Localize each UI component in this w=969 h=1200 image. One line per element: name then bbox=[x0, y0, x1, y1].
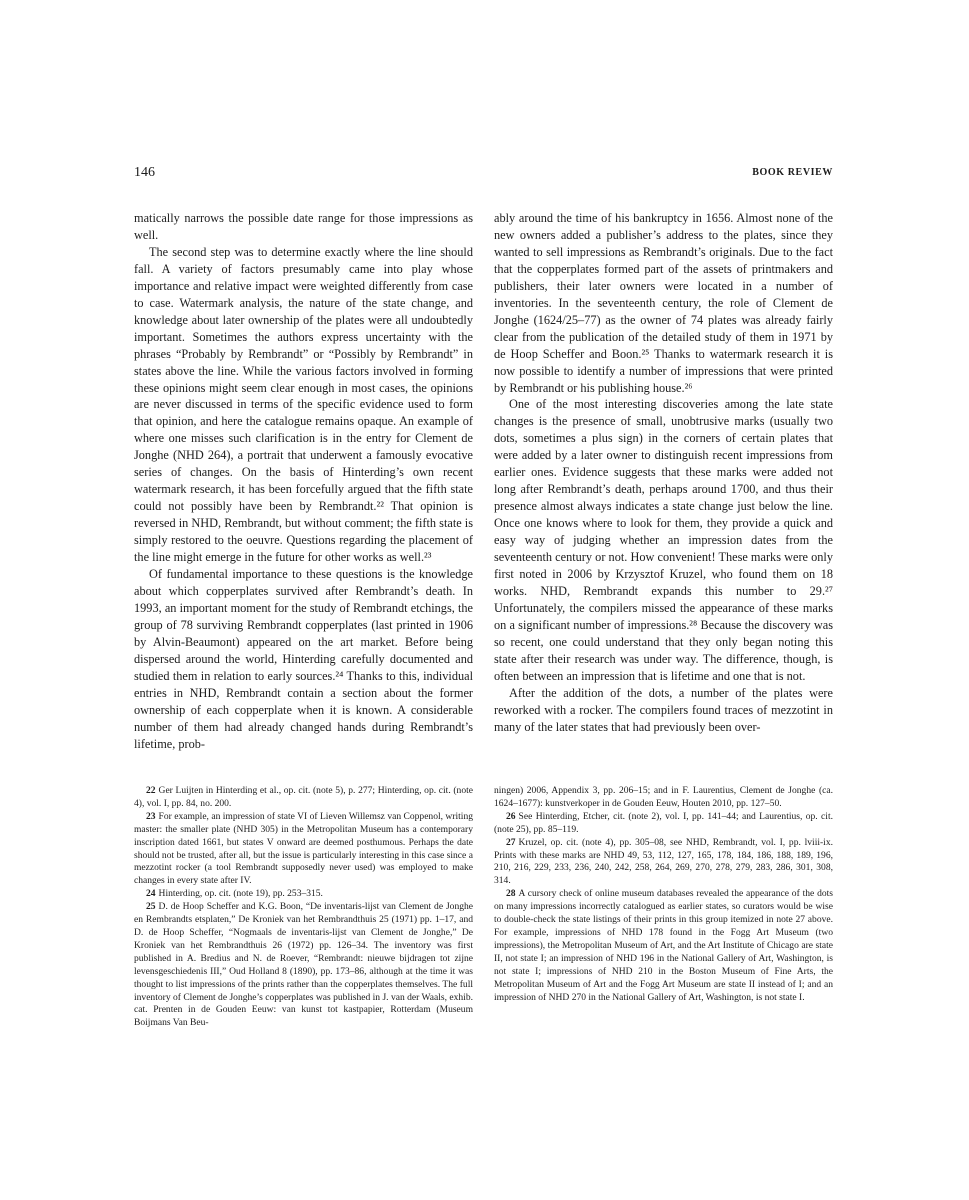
footnote-number: 23 bbox=[146, 810, 156, 822]
footnote bbox=[134, 888, 473, 901]
paragraph: ably around the time of his bankruptcy in 1656. Almost none of the new owners added a publisher’s address to the plates, since they wanted to sell impressions as Rembrandt’s originals. Due to the fact that the copperplates formed part of the assets of printmakers and publishers, their later owners were located in a number of inventories. In the seventeenth century, the role of Clement de Jonghe (1624/25–77) as the owner of 74 plates was already fairly clear from the publication of the detailed study of them in 1971 by de Hoop Scheffer and Boon.²⁵ Thanks to watermark research it is now possible to identify a number of impressions that were printed by Rembrandt or his publishing house.²⁶ bbox=[494, 211, 833, 395]
footnote-text: Hinterding, op. cit. (note 19), pp. 253–315. bbox=[158, 888, 323, 900]
footnote bbox=[494, 888, 833, 1004]
running-head: BOOK REVIEW bbox=[752, 167, 833, 178]
footnotes-left bbox=[134, 785, 473, 1030]
body-column-left bbox=[134, 210, 473, 753]
footnote-number: 22 bbox=[146, 785, 156, 796]
footnote-number: 28 bbox=[506, 888, 516, 900]
paragraph: After the addition of the dots, a number of the plates were reworked with a rocker. The compilers found traces of mezzotint in many of the later states that had previously been over- bbox=[494, 685, 833, 734]
body-column-right bbox=[494, 210, 833, 736]
paragraph: matically narrows the possible date range for those impressions as well. bbox=[134, 211, 473, 242]
footnote bbox=[134, 901, 473, 1030]
footnote-text: D. de Hoop Scheffer and K.G. Boon, “De inventaris-lijst van Clement de Jonghe en Rembrandts etsplaten,” De Kroniek van het Rembrandthuis 25 (1971) pp. 1–17, and D. de Hoop Scheffer, “Nogmaals de inventaris-lijst van Clement de Jonghe,” De Kroniek van het Rembrandthuis 26 (1972) pp. 126–34. The inventory was first published in A. Bredius and N. de Roever, “Rembrandt: nieuwe bijdragen tot zijne levensgeschiedenis III,” Oud Holland 8 (1890), pp. 173–86, although at the time it was thought to list impressions of the prints rather than the copperplates themselves. The full inventory of Clement de Jonghe’s copperplates was published in J. van der Waals, exhib. cat. Prenten in de Gouden Eeuw: van kunst tot kastpapier, Rotterdam (Museum Boijmans Van Beu- bbox=[134, 901, 473, 1029]
footnote-number: 25 bbox=[146, 901, 156, 913]
paragraph: The second step was to determine exactly where the line should fall. A variety of factors presumably came into play whose importance and relative impact were weighted differently from case to case. Watermark analysis, the nature of the state change, and knowledge about later ownership of the plates were all undoubtedly important. Sometimes the authors express uncertainty with the phrases “Probably by Rembrandt” or “Possibly by Rembrandt” in states above the line. While the various factors involved in forming these opinions might seem clear enough in most cases, the opinions are never discussed in terms of the specific evidence used to form that opinion, and here the catalogue remains opaque. An example of where one misses such clarification is in the entry for Clement de Jonghe (NHD 264), a portrait that underwent a famously evocative series of changes. On the basis of Hinterding’s own recent watermark research, it has been forcefully argued that the fifth state could not possibly have been by Rembrandt.²² That opinion is reversed in NHD, Rembrandt, but without comment; the fifth state is simply restored to the oeuvre. Questions regarding the placement of the line might emerge in the future for other works as well.²³ bbox=[134, 244, 473, 565]
footnote-text: A cursory check of online museum databases revealed the appearance of the dots on many impressions incorrectly catalogued as earlier states, so curators would be wise to double-check the state listings of their prints in this group itemized in note 27 above. For example, impressions of NHD 178 found in the Fogg Art Museum (two impressions), the Metropolitan Museum of Art, and the Art Institute of Chicago are state II, not state I; an impression of NHD 196 in the National Gallery of Art, Washington, is not state I; impressions of NHD 210 in the Boston Museum of Fine Arts, the Metropolitan Museum of Art and the Fogg Art Museum are state II instead of I; and an impression of NHD 270 in the National Gallery of Art, Washington, is not state I. bbox=[494, 888, 833, 1003]
footnote-text: ningen) 2006, Appendix 3, pp. 206–15; and in F. Laurentius, Clement de Jonghe (ca. 1624–1677): kunstverkoper in de Gouden Eeuw, Houten 2010, pp. 127–50. bbox=[494, 785, 833, 809]
footnotes-right bbox=[494, 785, 833, 1004]
footnote-number: 26 bbox=[506, 810, 516, 822]
page-number: 146 bbox=[134, 165, 155, 180]
footnote bbox=[134, 785, 473, 811]
paragraph: Of fundamental importance to these questions is the knowledge about which copperplates survived after Rembrandt’s death. In 1993, an important moment for the study of Rembrandt etchings, the group of 78 surviving Rembrandt copperplates (last printed in 1906 by Alvin-Beaumont) appeared on the art market. Before being dispersed around the world, Hinterding carefully documented and studied them in relation to early sources.²⁴ Thanks to this, individual entries in NHD, Rembrandt contain a section about the former ownership of each copperplate when it is known. A considerable number of them had already changed hands during Rembrandt’s lifetime, prob- bbox=[134, 567, 473, 751]
footnote-continued bbox=[494, 785, 833, 811]
footnote bbox=[134, 811, 473, 888]
footnote-text: Kruzel, op. cit. (note 4), pp. 305–08, see NHD, Rembrandt, vol. I, pp. lviii-ix. Prints with these marks are NHD 49, 53, 112, 127, 165, 178, 184, 186, 188, 189, 196, 210, 216, 229, 233, 236, 240, 242, 258, 264, 269, 270, 278, 279, 283, 286, 301, 308, 314. bbox=[494, 836, 833, 887]
footnote-text: Ger Luijten in Hinterding et al., op. cit. (note 5), p. 277; Hinterding, op. cit. (note 4), vol. I, pp. 84, no. 200. bbox=[134, 785, 473, 809]
footnote-number: 24 bbox=[146, 888, 156, 900]
footnote bbox=[494, 811, 833, 837]
footnote bbox=[494, 837, 833, 889]
footnote-text: For example, an impression of state VI of Lieven Willemsz van Coppenol, writing master: the smaller plate (NHD 305) in the Metropolitan Museum has a contemporary inscription dated 1661, but states V onward are deemed posthumous. Perhaps the date should not be trusted, after all, but the issue is particularly interesting in this case since a mezzotint rocker (a tool Rembrandt supposedly never used) was employed to make changes in every state after IV. bbox=[134, 810, 473, 887]
paragraph: One of the most interesting discoveries among the late state changes is the presence of small, unobtrusive marks (usually two dots, sometimes a plus sign) in the corners of certain plates that were added by a later owner to distinguish recent impressions from earlier ones. Evidence suggests that these marks were added not long after Rembrandt’s death, perhaps around 1700, and thus their presence almost always indicates a state change just below the line. Once one knows where to look for them, they provide a quick and easy way of judging whether an impression dates from the seventeenth century or not. How convenient! These marks were only first noted in 2006 by Krzysztof Kruzel, who found them on 18 works. NHD, Rembrandt expands this number to 29.²⁷ Unfortunately, the compilers missed the appearance of these marks on a significant number of impressions.²⁸ Because the discovery was so recent, one could understand that they only began noting this state after their research was under way. The difference, though, is often between an impression that is lifetime and one that is not. bbox=[494, 397, 833, 683]
footnote-number: 27 bbox=[506, 836, 516, 848]
footnote-text: See Hinterding, Etcher, cit. (note 2), vol. I, pp. 141–44; and Laurentius, op. cit. (note 25), pp. 85–119. bbox=[494, 810, 833, 835]
